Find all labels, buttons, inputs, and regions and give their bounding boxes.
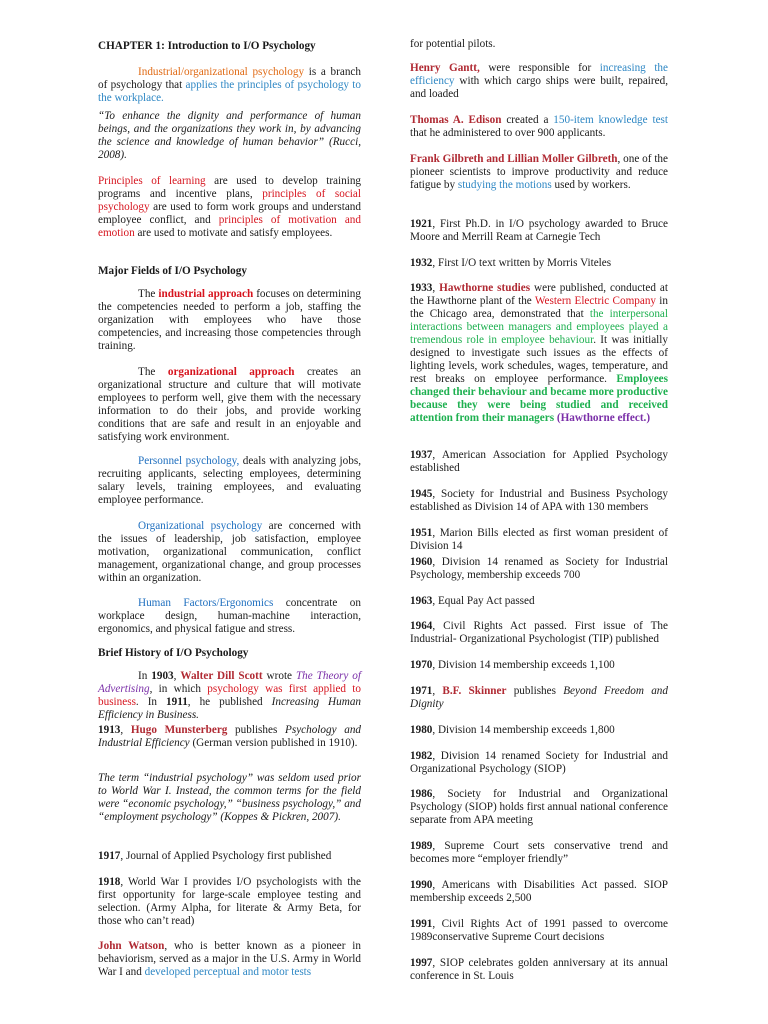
history-1945: 1945, Society for Industrial and Business Psychology established as Division 14 of APA with 130 members: [410, 488, 668, 513]
human-factors-paragraph: Human Factors/Ergonomics concentrate on workplace design, human-machine interaction, ergonomics, and physical fatigue and stress.: [98, 597, 361, 635]
organizational-approach-term: organizational approach: [167, 366, 295, 378]
pilots-continuation: for potential pilots.: [410, 38, 496, 50]
history-1989: 1989, Supreme Court sets conservative trend and becomes more “employer friendly”: [410, 840, 668, 865]
personnel-psychology-term: Personnel psychology,: [138, 455, 240, 467]
history-1937: 1937, American Association for Applied Psychology established: [410, 449, 668, 474]
history-1997: 1997, SIOP celebrates golden anniversary at its annual conference in St. Louis: [410, 957, 668, 982]
history-1960: 1960, Division 14 renamed as Society for Industrial Psychology, membership exceeds 700: [410, 556, 668, 581]
principles-paragraph: Principles of learning are used to develop training programs and incentive plans, principles of social psychology are used to form work groups and understand employee conflict, and principles of motivation and emotion are used to motivate and satisfy employees.: [98, 175, 362, 239]
history-1932: 1932, First I/O text written by Morris Viteles: [410, 257, 612, 269]
history-1970: 1970, Division 14 membership exceeds 1,100: [410, 659, 615, 671]
john-watson-paragraph: John Watson, who is better known as a pioneer in behaviorism, served as a major in the U.S. Army in World War I and developed perceptual and motor tests: [98, 940, 361, 978]
history-1933: 1933, Hawthorne studies were published, conducted at the Hawthorne plant of the Western Electric Company in the Chicago area, demonstrated that the interpersonal interactions between managers and employees played a tremendous role in employee behaviour. It was initially designed to investigate such issues as the effects of lighting levels, work schedules, wages, temperature, and rest breaks on employee performance. Employees changed their behaviour and became more productive because they were being studied and received attention from their managers (Hawthorne effect.): [410, 282, 668, 424]
intro-applies: applies the principles of psychology to the workplace.: [98, 79, 362, 104]
industrial-approach-paragraph: The industrial approach focuses on determining the competencies needed to perform a job, staffing the organization with employees who have those competencies, and increasing those competencies through training.: [98, 288, 361, 352]
history-1921: 1921, First Ph.D. in I/O psychology awarded to Bruce Moore and Merrill Ream at Carnegie Tech: [410, 218, 668, 243]
edison-paragraph: Thomas A. Edison created a 150-item knowledge test that he administered to over 900 applicants.: [410, 114, 668, 139]
organizational-approach-paragraph: The organizational approach creates an organizational structure and culture that will motivate employees to perform well, give them with the necessary information to do their jobs, and provide working conditions that are safe and result in an enjoyable and satisfying work environment.: [98, 366, 361, 443]
history-1991: 1991, Civil Rights Act of 1991 passed to overcome 1989conservative Supreme Court decisions: [410, 918, 668, 943]
history-1964: 1964, Civil Rights Act passed. First issue of The Industrial- Organizational Psychologist (TIP) published: [410, 620, 668, 645]
history-1971: 1971, B.F. Skinner publishes Beyond Freedom and Dignity: [410, 685, 668, 710]
definition-quote: “To enhance the dignity and performance of human beings, and the organizations they work in, by advancing the science and knowledge of human behavior” (Rucci, 2008).: [98, 110, 361, 161]
history-1990: 1990, Americans with Disabilities Act passed. SIOP membership exceeds 2,500: [410, 879, 668, 904]
organizational-psychology-term: Organizational psychology: [138, 520, 263, 532]
history-1917: 1917, Journal of Applied Psychology first published: [98, 850, 332, 862]
industrial-approach-term: industrial approach: [158, 288, 254, 300]
history-1903: In 1903, Walter Dill Scott wrote The Theory of Advertising, in which psychology was first applied to business. In 1911, he published Increasing Human Efficiency in Business.: [98, 670, 362, 721]
history-1980: 1980, Division 14 membership exceeds 1,800: [410, 724, 615, 736]
human-factors-term: Human Factors/Ergonomics: [138, 597, 274, 609]
personnel-psychology-paragraph: Personnel psychology, deals with analyzing jobs, recruiting applicants, selecting employees, determining salary levels, training employees, and evaluating employee performance.: [98, 455, 362, 506]
gantt-paragraph: Henry Gantt, were responsible for increasing the efficiency with which cargo ships were built, repaired, and loaded: [410, 62, 668, 100]
history-1913: 1913, Hugo Munsterberg publishes Psychology and Industrial Efficiency (German version published in 1910).: [98, 724, 362, 749]
organizational-psychology-paragraph: Organizational psychology are concerned with the issues of leadership, job satisfaction, employee motivation, organizational communication, conflict management, organizational change, and group processes within an organization.: [98, 520, 361, 584]
intro-paragraph: Industrial/organizational psychology is a branch of psychology that applies the principles of psychology to the workplace.: [98, 66, 362, 104]
term-quote: The term “industrial psychology” was seldom used prior to World War I. Instead, the common terms for the field were “economic psychology,” “business psychology,” and “employment psychology” (Koppes & Pickren, 2007).: [98, 772, 361, 823]
major-fields-heading: Major Fields of I/O Psychology: [98, 265, 247, 277]
history-1963: 1963, Equal Pay Act passed: [410, 595, 535, 607]
history-1986: 1986, Society for Industrial and Organizational Psychology (SIOP) holds first annual national conference separate from APA meeting: [410, 788, 668, 826]
intro-term: Industrial/organizational psychology: [138, 66, 305, 78]
history-1982: 1982, Division 14 renamed Society for Industrial and Organizational Psychology (SIOP): [410, 750, 668, 775]
history-heading: Brief History of I/O Psychology: [98, 647, 249, 659]
gilbreth-paragraph: Frank Gilbreth and Lillian Moller Gilbreth, one of the pioneer scientists to improve productivity and reduce fatigue by studying the motions used by workers.: [410, 153, 668, 191]
history-1951: 1951, Marion Bills elected as first woman president of Division 14: [410, 527, 668, 552]
chapter-title: CHAPTER 1: Introduction to I/O Psychology: [98, 40, 316, 52]
history-1918: 1918, World War I provides I/O psychologists with the first opportunity for large-scale employee testing and selection. (Army Alpha, for literate & Army Beta, for those who can’t read): [98, 876, 361, 927]
